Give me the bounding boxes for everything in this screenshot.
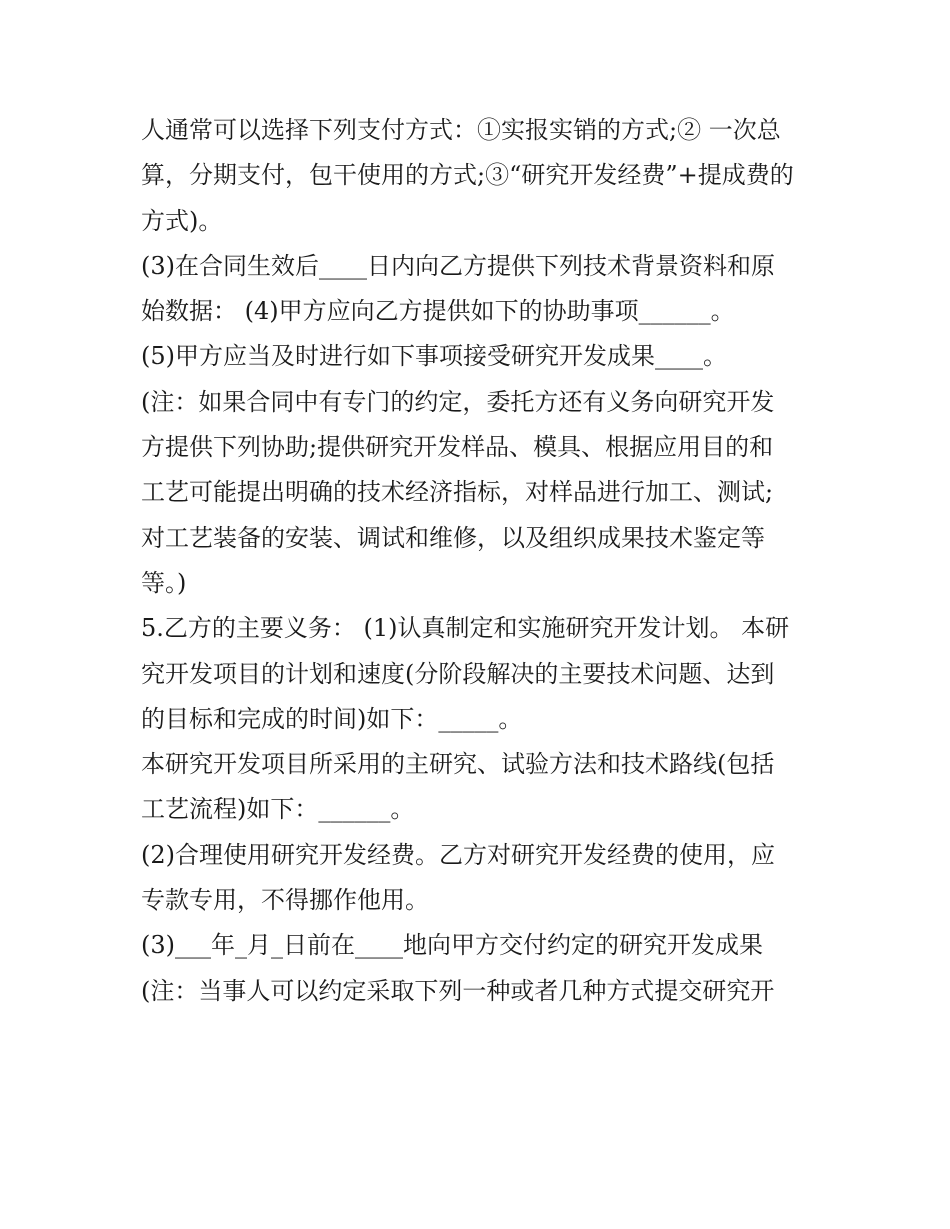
text-line: 工艺可能提出明确的技术经济指标，对样品进行加工、测试; [141, 478, 774, 507]
text-line: 专款专用，不得挪作他用。 [141, 886, 429, 915]
text-line: (注：当事人可以约定采取下列一种或者几种方式提交研究开 [141, 976, 775, 1005]
text-line: 工艺流程)如下：______。 [141, 795, 415, 824]
text-line: 算，分期支付，包干使用的方式;③“研究开发经费”+提成费的 [141, 161, 794, 190]
text-line: (3)在合同生效后____日内向乙方提供下列技术背景资料和原 [141, 251, 775, 280]
text-line: 等。) [141, 568, 187, 597]
text-line: 究开发项目的计划和速度(分阶段解决的主要技术问题、达到 [141, 659, 775, 688]
text-line: 5.乙方的主要义务： (1)认真制定和实施研究开发计划。 本研 [141, 614, 790, 643]
text-line: (5)甲方应当及时进行如下事项接受研究开发成果____。 [141, 342, 727, 371]
text-line: 对工艺装备的安装、调试和维修，以及组织成果技术鉴定等 [141, 523, 765, 552]
text-line: 的目标和完成的时间)如下：_____。 [141, 704, 523, 733]
text-line: (2)合理使用研究开发经费。乙方对研究开发经费的使用，应 [141, 840, 775, 869]
text-line: 方式)。 [141, 206, 223, 235]
text-line: (注：如果合同中有专门的约定，委托方还有义务向研究开发 [141, 387, 775, 416]
document-body [141, 108, 809, 1014]
text-line: 人通常可以选择下列支付方式：①实报实销的方式;② 一次总 [141, 116, 781, 144]
text-line: 始数据： (4)甲方应向乙方提供如下的协助事项______。 [141, 297, 735, 326]
text-line: 本研究开发项目所采用的主研究、试验方法和技术路线(包括 [141, 750, 775, 779]
text-line: (3)___年_月_日前在____地向甲方交付约定的研究开发成果 [141, 931, 763, 960]
text-line: 方提供下列协助;提供研究开发样品、模具、根据应用目的和 [141, 433, 774, 462]
